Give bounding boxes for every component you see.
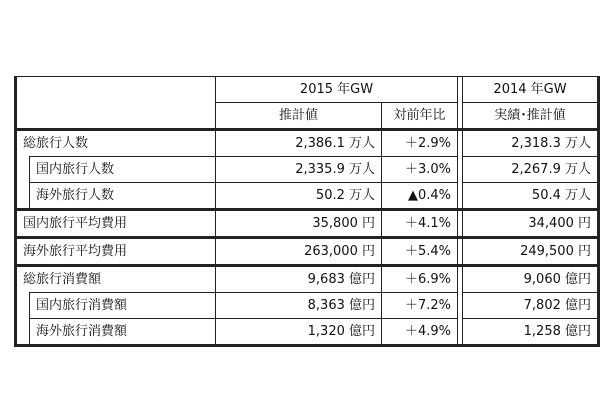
cell-yoy: ＋4.1%: [382, 210, 458, 238]
header-blank-cell-2: [16, 103, 216, 130]
row-label: 国内旅行平均費用: [16, 210, 216, 238]
cell-yoy: ＋7.2%: [382, 293, 458, 319]
indent-cell: [16, 183, 30, 210]
cell-2015: 35,800 円: [216, 210, 382, 238]
cell-2014: 7,802 億円: [463, 293, 599, 319]
cell-2014: 249,500 円: [463, 238, 599, 266]
header-yoy: 対前年比: [382, 103, 458, 130]
header-row-columns: [16, 103, 599, 130]
row-label: 海外旅行平均費用: [16, 238, 216, 266]
row-label: 総旅行人数: [16, 130, 216, 157]
cell-yoy: ▲0.4%: [382, 183, 458, 210]
table-row: [16, 319, 599, 346]
table-row: [16, 266, 599, 293]
cell-yoy: ＋5.4%: [382, 238, 458, 266]
travel-stats-table: [14, 76, 600, 347]
cell-2015: 2,386.1 万人: [216, 130, 382, 157]
cell-2014: 50.4 万人: [463, 183, 599, 210]
row-label: 国内旅行人数: [30, 157, 216, 183]
cell-2014: 2,318.3 万人: [463, 130, 599, 157]
row-label: 海外旅行人数: [30, 183, 216, 210]
indent-cell: [16, 319, 30, 346]
row-label: 海外旅行消費額: [30, 319, 216, 346]
cell-2015: 263,000 円: [216, 238, 382, 266]
header-2015: 2015 年GW: [216, 77, 458, 103]
cell-2015: 2,335.9 万人: [216, 157, 382, 183]
cell-2014: 9,060 億円: [463, 266, 599, 293]
cell-2015: 50.2 万人: [216, 183, 382, 210]
table-row: [16, 157, 599, 183]
cell-yoy: ＋3.0%: [382, 157, 458, 183]
indent-cell: [16, 157, 30, 183]
table-row: [16, 183, 599, 210]
cell-2014: 1,258 億円: [463, 319, 599, 346]
cell-2015: 8,363 億円: [216, 293, 382, 319]
row-label: 総旅行消費額: [16, 266, 216, 293]
table-row: [16, 293, 599, 319]
cell-yoy: ＋6.9%: [382, 266, 458, 293]
table-row: [16, 238, 599, 266]
cell-2014: 34,400 円: [463, 210, 599, 238]
row-label: 国内旅行消費額: [30, 293, 216, 319]
table-row: [16, 210, 599, 238]
cell-2015: 1,320 億円: [216, 319, 382, 346]
indent-cell: [16, 293, 30, 319]
header-actual: 実績･推計値: [463, 103, 599, 130]
header-estimate: 推計値: [216, 103, 382, 130]
cell-2014: 2,267.9 万人: [463, 157, 599, 183]
cell-yoy: ＋2.9%: [382, 130, 458, 157]
cell-2015: 9,683 億円: [216, 266, 382, 293]
header-2014: 2014 年GW: [463, 77, 599, 103]
cell-yoy: ＋4.9%: [382, 319, 458, 346]
header-row-group: [16, 77, 599, 103]
table-row: [16, 130, 599, 157]
travel-stats-table-wrapper: [14, 76, 600, 347]
header-blank-cell: [16, 77, 216, 103]
